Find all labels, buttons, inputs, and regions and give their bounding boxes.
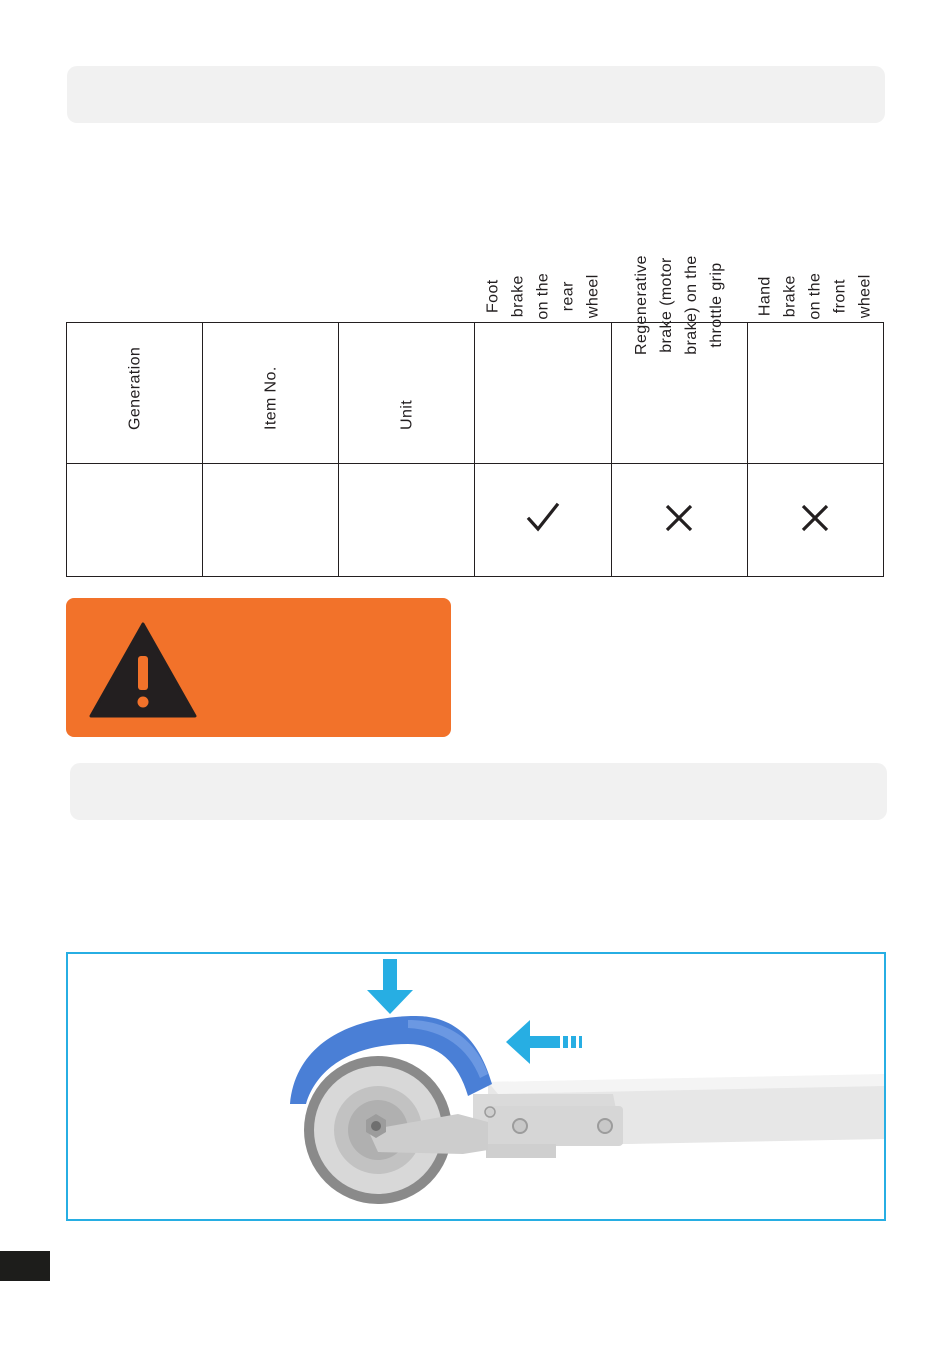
header-generation: Generation (67, 323, 203, 464)
warning-box (66, 598, 451, 737)
cross-icon (661, 500, 697, 536)
cell-generation (67, 464, 203, 577)
foot-brake-diagram (66, 952, 886, 1221)
header-hand-brake: Hand brake on the front wheel (747, 323, 883, 464)
table-header-row (67, 323, 884, 464)
table-row (67, 464, 884, 577)
header-foot-brake: Foot brake on the rear wheel (475, 323, 611, 464)
bolt-icon (598, 1119, 612, 1133)
cell-hand-brake (747, 464, 883, 577)
page-number-tab (0, 1251, 50, 1281)
bolt-icon (513, 1119, 527, 1133)
cell-regenerative-brake (611, 464, 747, 577)
cell-unit (339, 464, 475, 577)
header-item-no: Item No. (203, 323, 339, 464)
arrow-down-icon (367, 990, 413, 1014)
arrow-left-icon (506, 1020, 530, 1064)
cross-icon (797, 500, 833, 536)
section-header-bar (70, 763, 887, 820)
section-header-bar (67, 66, 885, 123)
scooter-illustration (68, 954, 884, 1219)
header-regenerative-brake: Regenerative brake (motor brake) on the throttle grip (611, 323, 747, 464)
check-icon (525, 500, 561, 536)
warning-triangle-icon (88, 620, 198, 720)
cell-item-no (203, 464, 339, 577)
cell-foot-brake (475, 464, 611, 577)
brake-table (66, 255, 884, 577)
header-unit: Unit (339, 323, 475, 464)
